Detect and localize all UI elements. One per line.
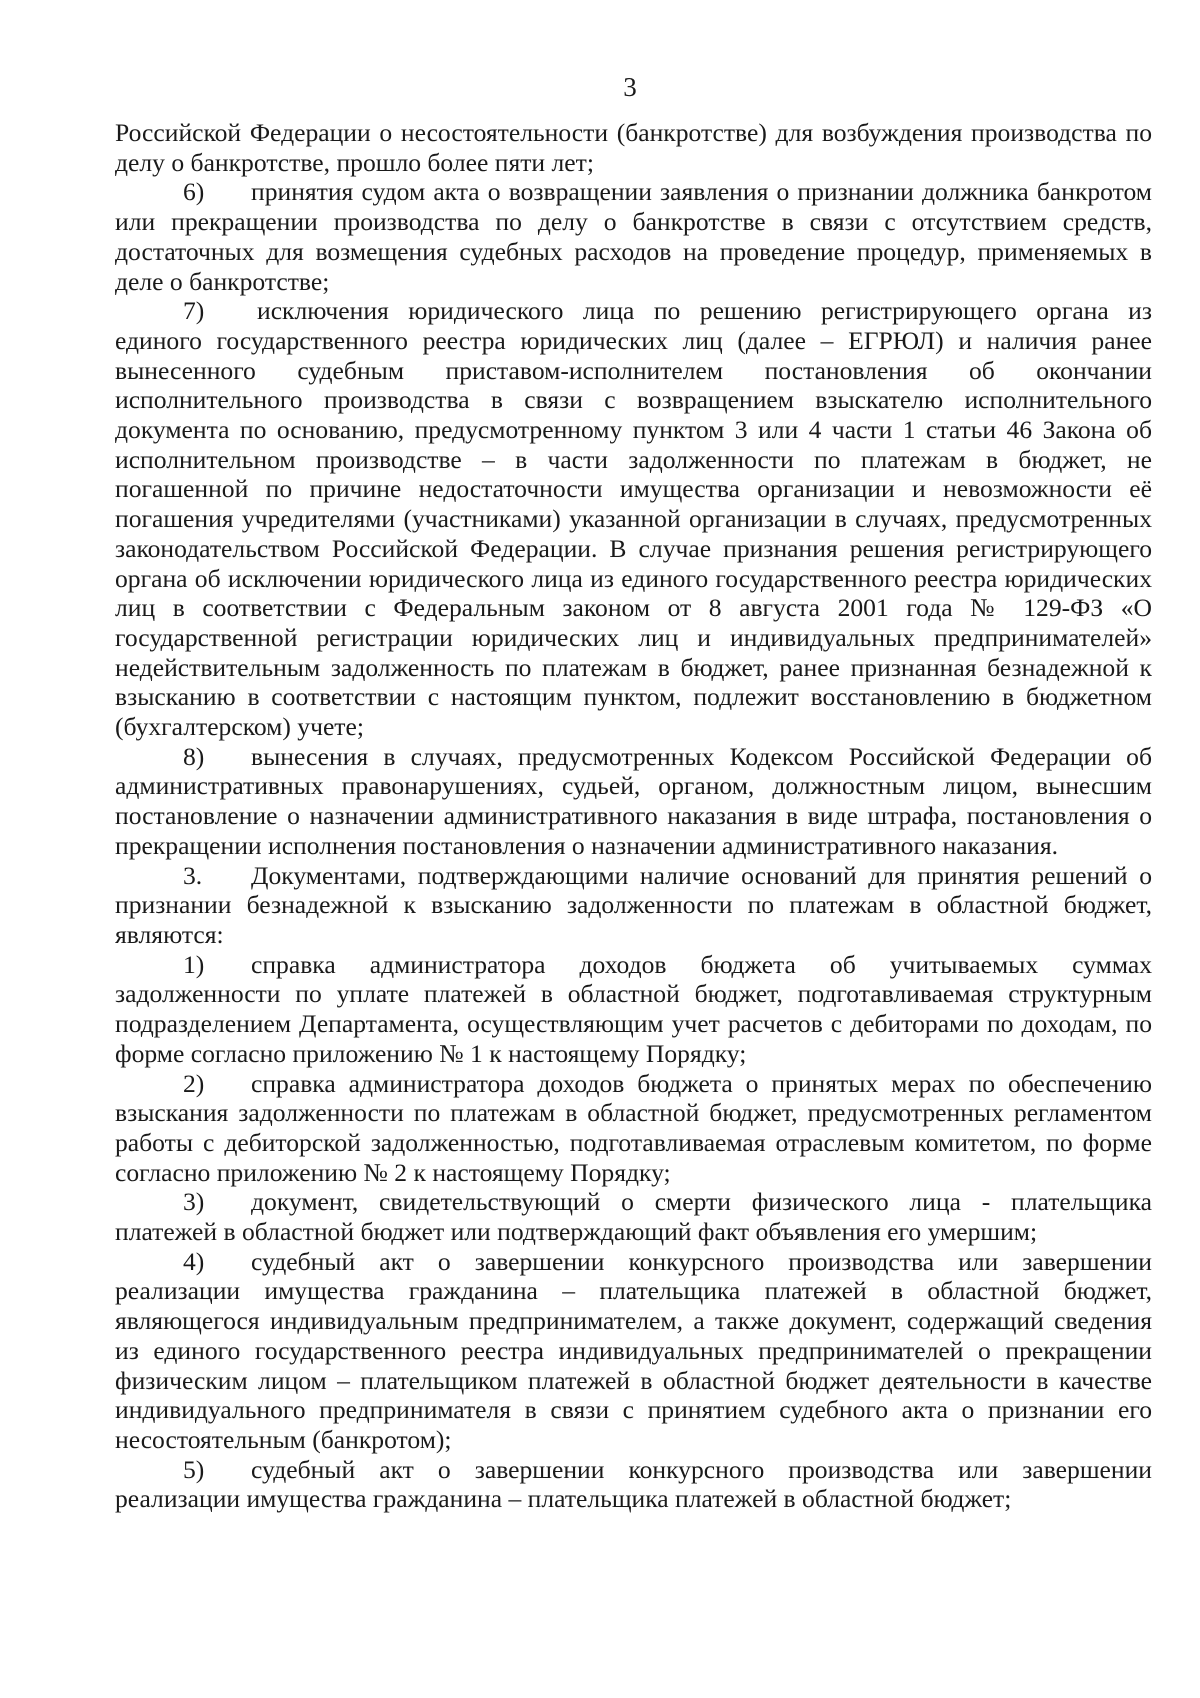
page-number: 3 bbox=[623, 72, 637, 102]
list-item-5 bbox=[115, 1455, 1152, 1514]
list-item-1 bbox=[115, 950, 1152, 1069]
paragraph-text: Документами, подтверждающими наличие оснований для принятия решений о признании безнадежной к взысканию задолженности по платежам в областной бюджет, являются: bbox=[115, 860, 1152, 949]
item-number: 3) bbox=[183, 1187, 205, 1217]
paragraph-continuation bbox=[115, 118, 1152, 177]
paragraph-text: вынесения в случаях, предусмотренных Кодексом Российской Федерации об административных правонарушениях, судьей, органом, должностным лицом, вынесшим постановление о назначении административного наказания в виде штрафа, постановления о прекращении исполнения постановления о назначении административного наказания. bbox=[115, 741, 1152, 860]
section-3 bbox=[115, 861, 1152, 950]
paragraph-text: судебный акт о завершении конкурсного производства или завершении реализации имущества гражданина – плательщика платежей в областной бюджет; bbox=[115, 1454, 1152, 1514]
paragraph-text: справка администратора доходов бюджета об учитываемых суммах задолженности по уплате платежей в областной бюджет, подготавливаемая структурным подразделением Департамента, осуществляющим учет расчетов с дебиторами по доходам, по форме согласно приложению № 1 к настоящему Порядку; bbox=[115, 949, 1152, 1068]
item-number: 5) bbox=[183, 1454, 205, 1484]
paragraph-text: судебный акт о завершении конкурсного производства или завершении реализации имущества гражданина – плательщика платежей в областной бюджет, являющегося индивидуальным предпринимателем, а также документ, содержащий сведения из единого государственного реестра индивидуальных предпринимателей о прекращении физическим лицом – плательщиком платежей в областной бюджет деятельности в качестве индивидуального предпринимателя в связи с принятием судебного акта о признании его несостоятельным (банкротом); bbox=[115, 1246, 1152, 1454]
item-number: 8) bbox=[183, 741, 205, 771]
list-item-6 bbox=[115, 177, 1152, 296]
paragraph-text: справка администратора доходов бюджета о принятых мерах по обеспечению взыскания задолженности по платежам в областной бюджет, предусмотренных регламентом работы с дебиторской задолженностью, подготавливаемая отраслевым комитетом, по форме согласно приложению № 2 к настоящему Порядку; bbox=[115, 1068, 1152, 1187]
list-item-3 bbox=[115, 1187, 1152, 1246]
section-number: 3. bbox=[183, 860, 203, 890]
paragraph-text: документ, свидетельствующий о смерти физического лица - плательщика платежей в областной бюджет или подтверждающий факт объявления его умершим; bbox=[115, 1187, 1152, 1247]
item-number: 2) bbox=[183, 1068, 205, 1098]
paragraph-text: Российской Федерации о несостоятельности (банкротстве) для возбуждения производства по делу о банкротстве, прошло более пяти лет; bbox=[115, 118, 1152, 177]
item-number: 1) bbox=[183, 949, 205, 979]
list-item-8 bbox=[115, 742, 1152, 861]
item-number: 6) bbox=[183, 177, 205, 207]
item-number: 7) bbox=[183, 296, 205, 326]
list-item-2 bbox=[115, 1069, 1152, 1188]
paragraph-text: принятия судом акта о возвращении заявления о признании должника банкротом или прекращении производства по делу о банкротстве в связи с отсутствием средств, достаточных для возмещения судебных расходов на проведение процедур, применяемых в деле о банкротстве; bbox=[115, 177, 1152, 296]
item-number: 4) bbox=[183, 1246, 205, 1276]
document-body bbox=[115, 118, 1152, 1514]
list-item-7 bbox=[115, 296, 1152, 742]
list-item-4 bbox=[115, 1247, 1152, 1455]
paragraph-text: исключения юридического лица по решению регистрирующего органа из единого государственного реестра юридических лиц (далее – ЕГРЮЛ) и наличия ранее вынесенного судебным приставом-исполнителем постановления об окончании исполнительного производства в связи с возвращением взыскателю исполнительного документа по основанию, предусмотренному пунктом 3 или 4 части 1 статьи 46 Закона об исполнительном производстве – в части задолженности по платежам в бюджет, не погашенной по причине недостаточности имущества организации и невозможности её погашения учредителями (участниками) указанной организации в случаях, предусмотренных законодательством Российской Федерации. В случае признания решения регистрирующего органа об исключении юридического лица из единого государственного реестра юридических лиц в соответствии с Федеральным законом от 8 августа 2001 года № 129-ФЗ «О государственной регистрации юридических лиц и индивидуальных предпринимателей» недействительным задолженность по платежам в бюджет, ранее признанная безнадежной к взысканию в соответствии с настоящим пунктом, подлежит восстановлению в бюджетном (бухгалтерском) учете; bbox=[115, 296, 1152, 742]
